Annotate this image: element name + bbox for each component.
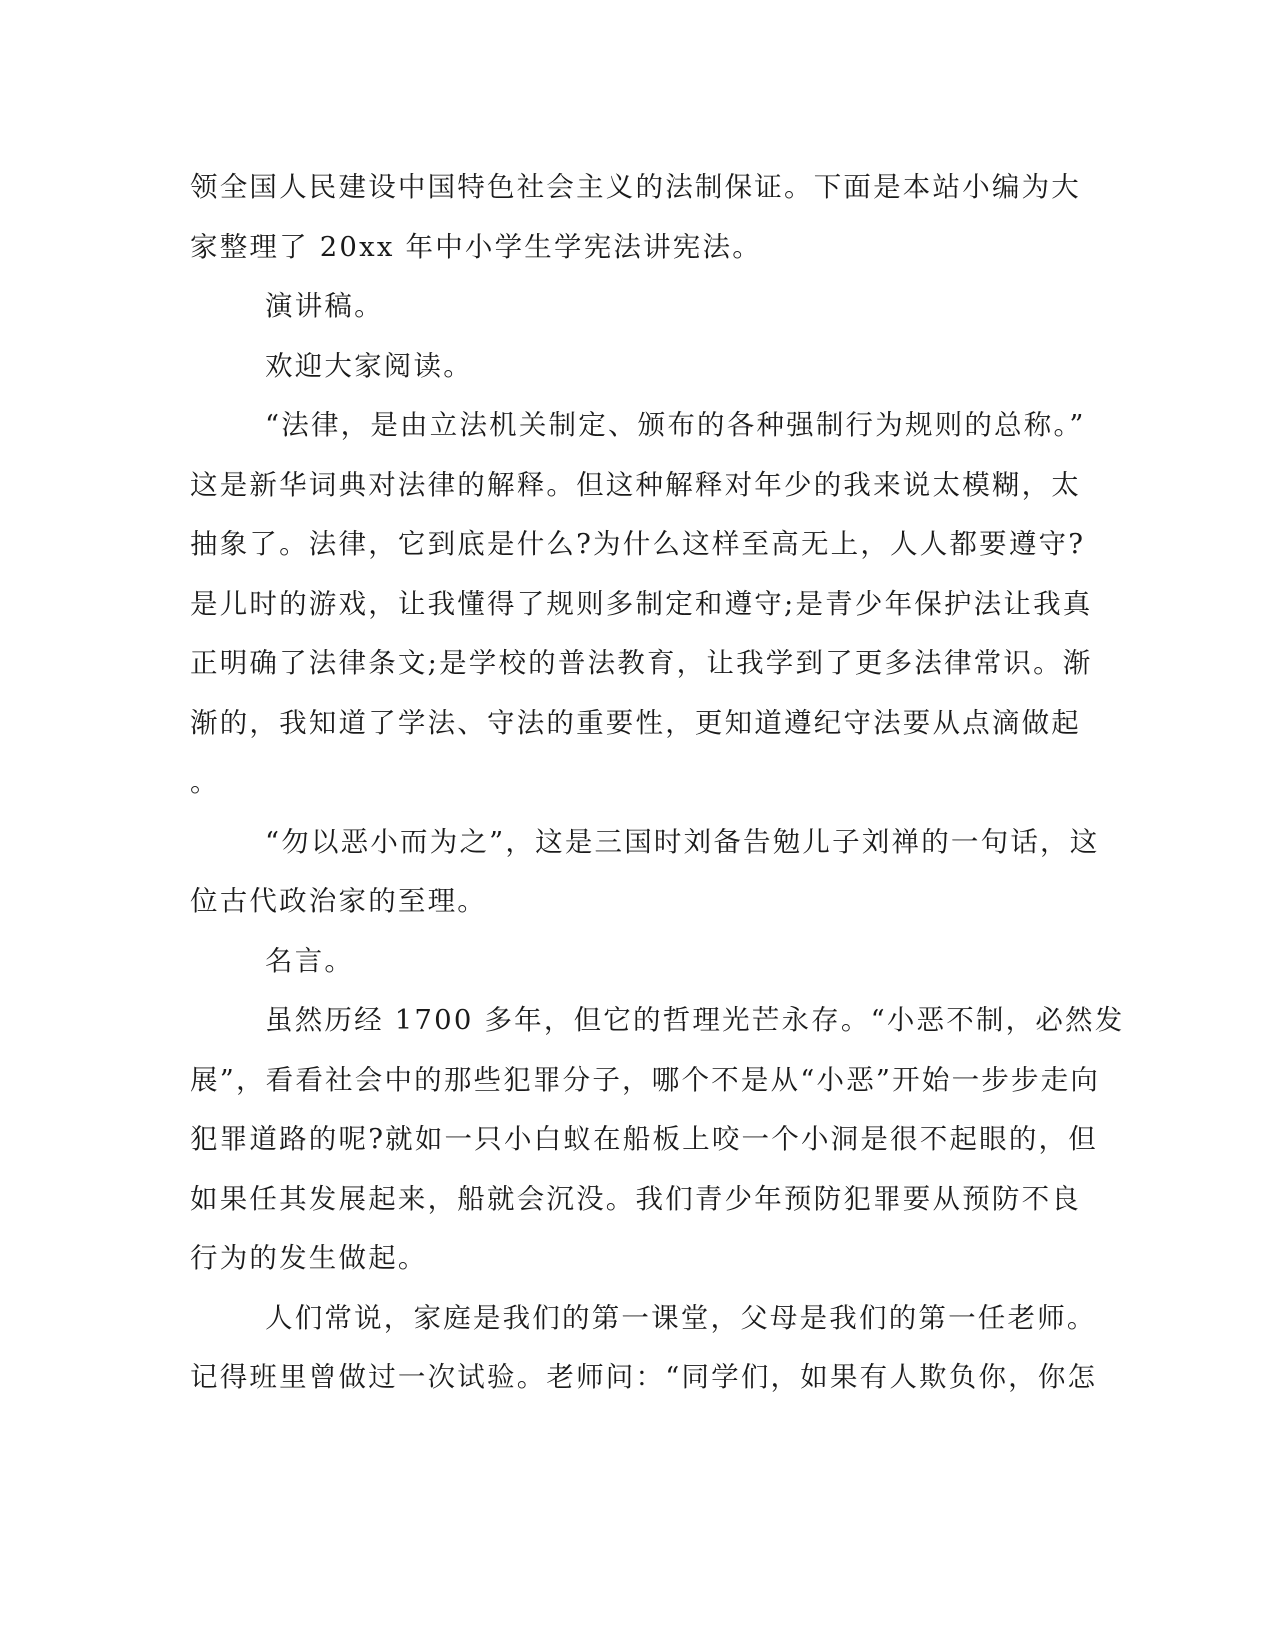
paragraph-first-line: 虽然历经 1700 多年，但它的哲理光芒永存。“小恶不制，必然发 xyxy=(265,1004,1125,1036)
text-line: 行为的发生做起。 xyxy=(190,1242,428,1274)
text-line: 记得班里曾做过一次试验。老师问：“同学们，如果有人欺负你，你怎 xyxy=(190,1361,1098,1393)
text-line: 正明确了法律条文;是学校的普法教育，让我学到了更多法律常识。渐 xyxy=(190,647,1093,679)
text-line: 抽象了。法律，它到底是什么?为什么这样至高无上，人人都要遵守? xyxy=(190,528,1086,560)
paragraph-first-line: 演讲稿。 xyxy=(265,290,384,322)
text-line: 这是新华词典对法律的解释。但这种解释对年少的我来说太模糊，太 xyxy=(190,468,1081,501)
text-line: 是儿时的游戏，让我懂得了规则多制定和遵守;是青少年保护法让我真 xyxy=(190,587,1093,620)
text-line: 展”，看看社会中的那些犯罪分子，哪个不是从“小恶”开始一步步走向 xyxy=(190,1063,1101,1096)
document-body xyxy=(190,158,1125,1408)
text-line: 位古代政治家的至理。 xyxy=(190,885,487,917)
paragraph-first-line: 人们常说，家庭是我们的第一课堂，父母是我们的第一任老师。 xyxy=(265,1301,1097,1334)
paragraph-first-line: “法律，是由立法机关制定、颁布的各种强制行为规则的总称。” xyxy=(265,409,1086,441)
text-line: 犯罪道路的呢?就如一只小白蚁在船板上咬一个小洞是很不起眼的，但 xyxy=(190,1123,1098,1155)
paragraph-first-line: 欢迎大家阅读。 xyxy=(265,349,473,382)
paragraph-first-line: 名言。 xyxy=(265,944,355,977)
text-line: 领全国人民建设中国特色社会主义的法制保证。下面是本站小编为大 xyxy=(190,171,1081,203)
paragraph-first-line: “勿以恶小而为之”，这是三国时刘备告勉儿子刘禅的一句话，这 xyxy=(265,825,1100,858)
text-line: 。 xyxy=(190,766,220,798)
text-line: 如果任其发展起来，船就会沉没。我们青少年预防犯罪要从预防不良 xyxy=(190,1182,1081,1215)
text-line: 家整理了 20xx 年中小学生学宪法讲宪法。 xyxy=(190,230,762,263)
text-line: 渐的，我知道了学法、守法的重要性，更知道遵纪守法要从点滴做起 xyxy=(190,706,1081,739)
